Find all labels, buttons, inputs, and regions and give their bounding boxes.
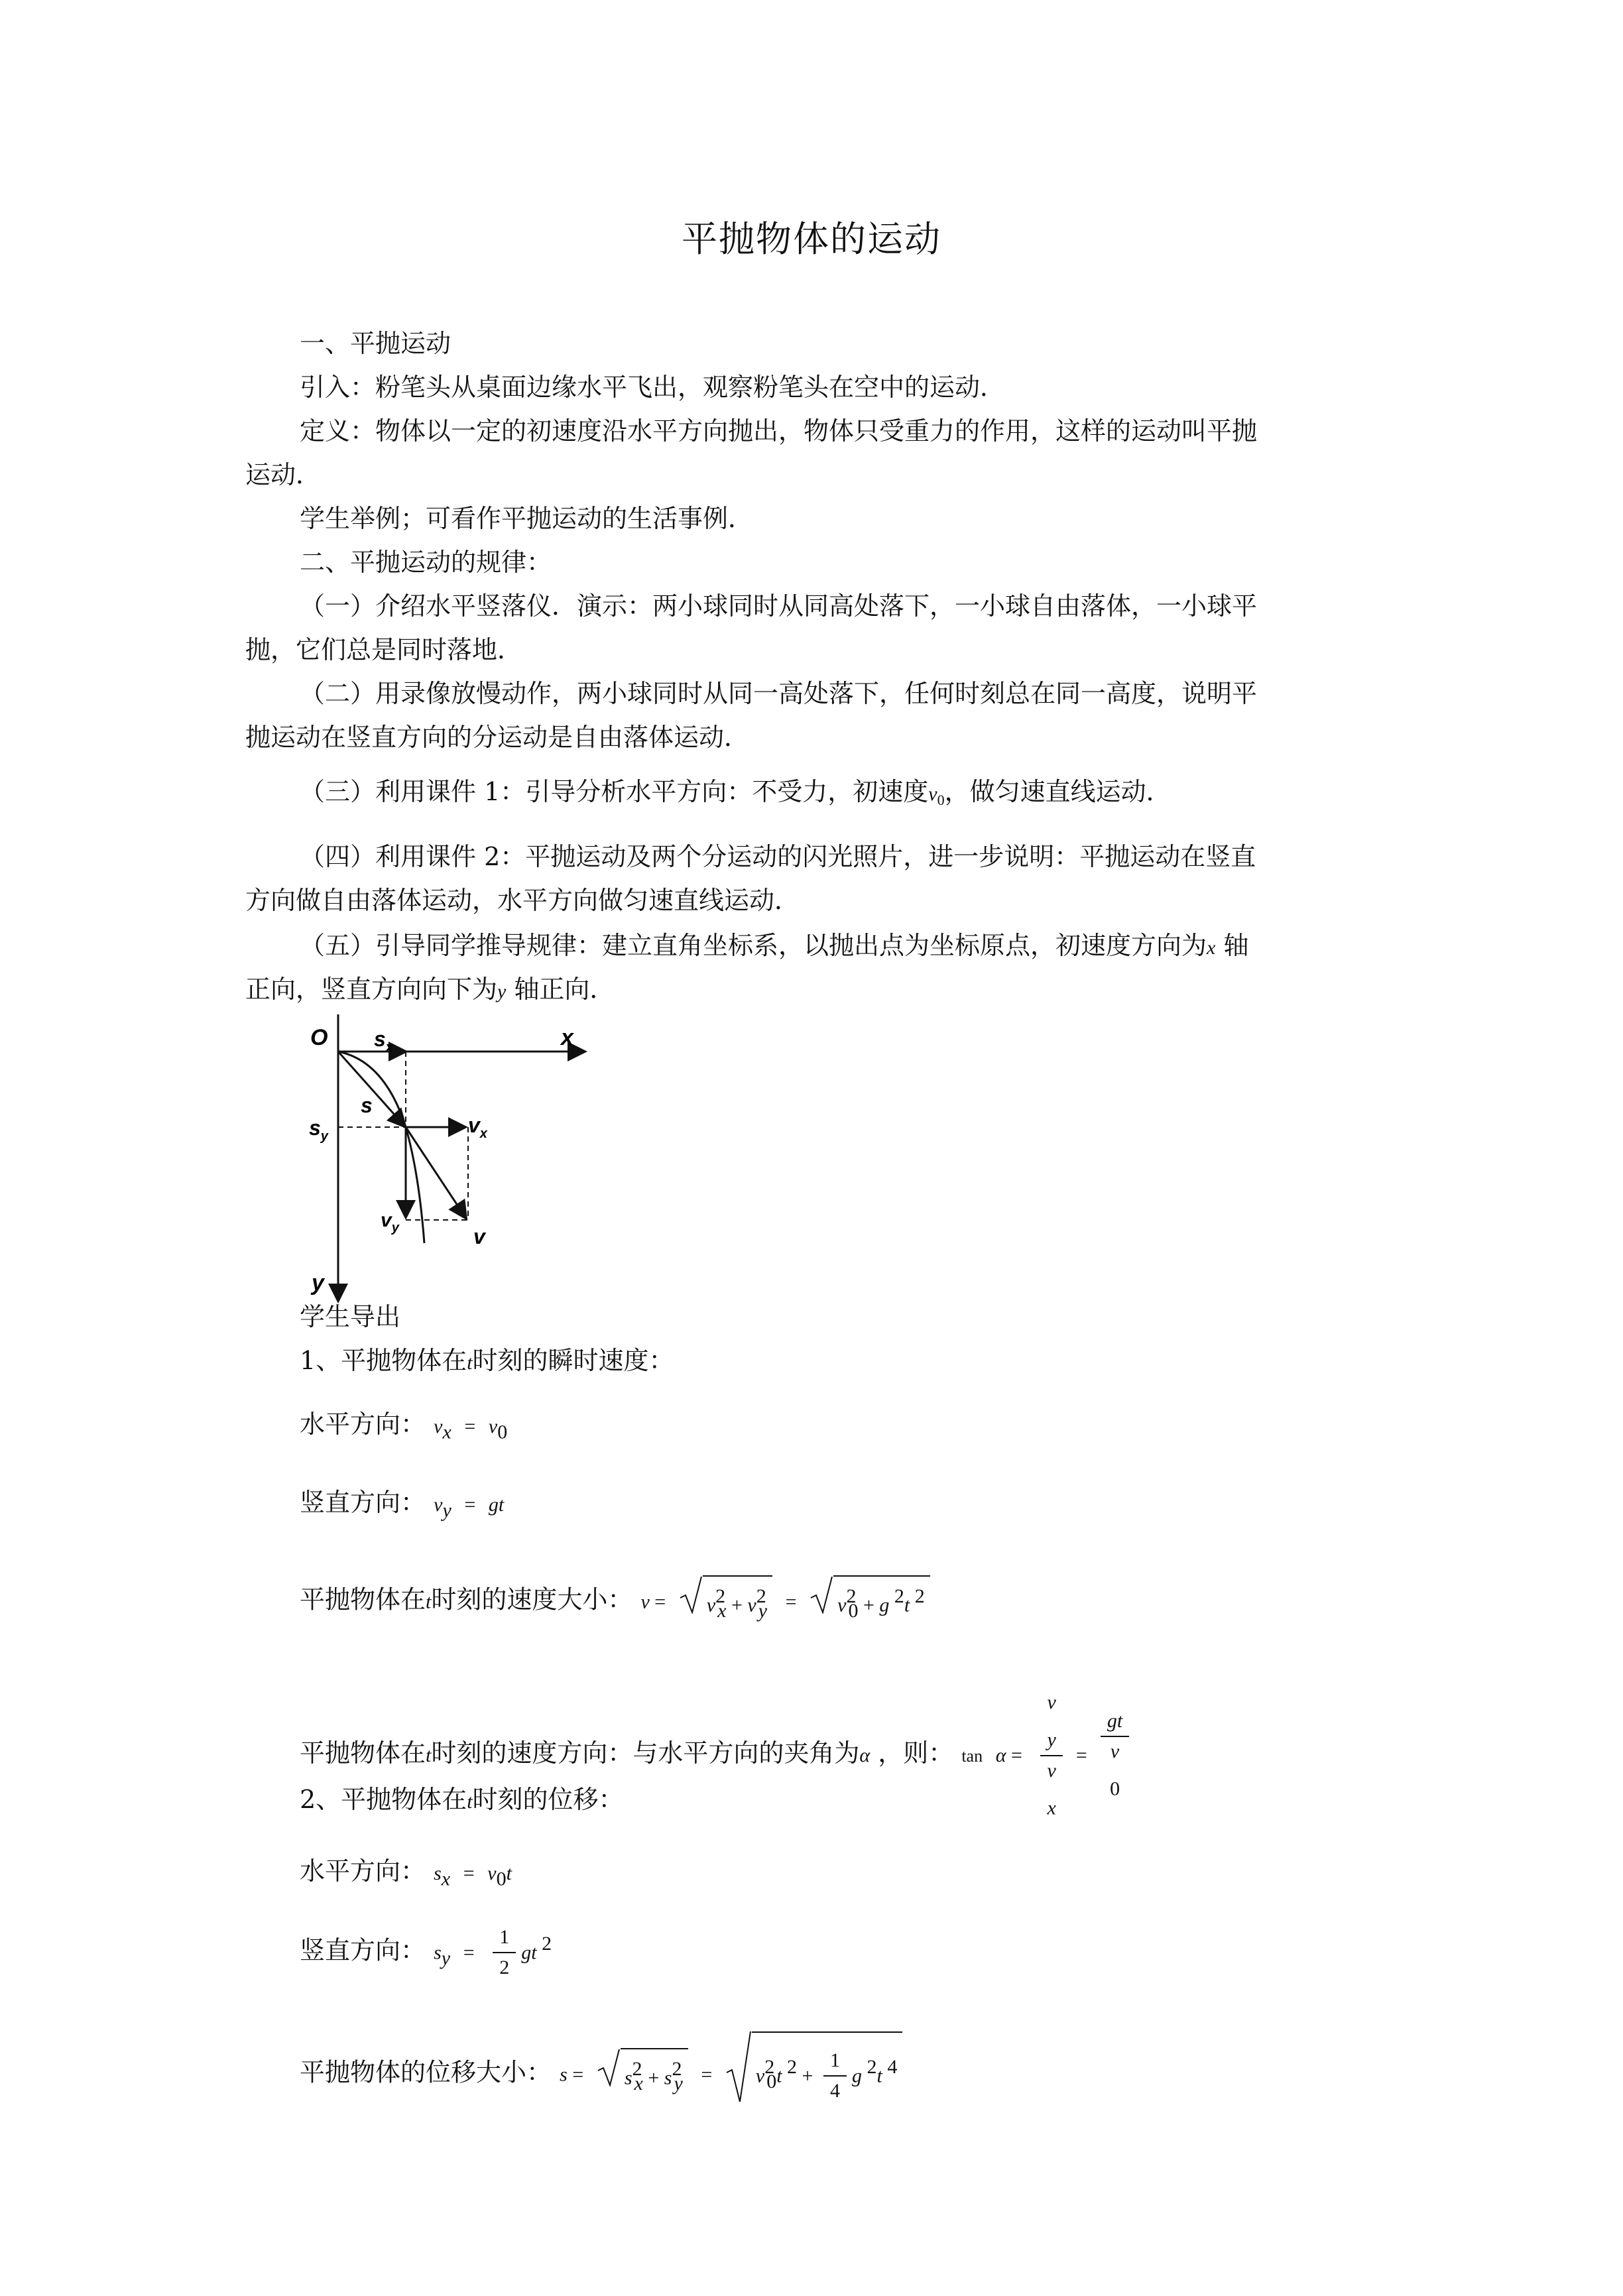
definition-line-1: 定义：物体以一定的初速度沿水平方向抛出，物体只受重力的作用，这样的运动叫平抛 — [300, 416, 1258, 446]
v-vector — [406, 1127, 465, 1217]
point-3-text: （三）利用课件 1：引导分析水平方向：不受力，初速度 — [300, 777, 929, 806]
v-label: v — [473, 1225, 485, 1248]
origin-label: O — [310, 1025, 328, 1050]
examples-paragraph: 学生举例；可看作平抛运动的生活事例． — [300, 504, 754, 533]
page-title: 平抛物体的运动 — [682, 218, 941, 260]
point-3-text-end: ，做匀速直线运动． — [944, 777, 1172, 806]
point-4-line-1: （四）利用课件 2：平抛运动及两个分运动的闪光照片，进一步说明：平抛运动在竖直 — [300, 842, 1256, 871]
v0-symbol: $v_0$ — [928, 783, 945, 808]
sqrt-v0t-gt: $v^2_0t$ $^2$ + $\frac{1}{4}$ g $^2$t $^4$ — [725, 2043, 902, 2106]
sqrt-vx-vy: $v^2_x + v^2_y$ — [679, 1575, 772, 1628]
speed-equation: 平抛物体在t时刻的速度大小： v = $v^2_x + v^2_y$ = $v^2_0 + g$ $^2$t $^2$ — [300, 1575, 930, 1628]
projectile-diagram — [298, 995, 603, 1313]
derive-heading: 学生导出 — [300, 1302, 401, 1331]
sy-equation: 竖直方向： $s_y$ = $\frac{1}{2}$ gt $^2$ — [300, 1923, 552, 1982]
intro-paragraph: 引入：粉笔头从桌面边缘水平飞出，观察粉笔头在空中的运动． — [300, 373, 1006, 402]
vy-label: $v_y$ — [381, 1209, 399, 1235]
x-label: x — [561, 1025, 573, 1050]
point-1-line-1: （一）介绍水平竖落仪．演示：两小球同时从同高处落下，一小球自由落体，一小球平 — [300, 591, 1258, 621]
point-2-line-2: 抛运动在竖直方向的分运动是自由落体运动． — [245, 723, 750, 752]
item-2-heading: 2、平抛物体在t时刻的位移： — [300, 1785, 624, 1814]
sqrt-sx-sy: $s^2_x + s^2_y$ — [597, 2048, 688, 2101]
vx-label: $v_x$ — [468, 1113, 487, 1141]
item-1-heading: 1、平抛物体在t时刻的瞬时速度： — [300, 1346, 674, 1375]
section-heading-1: 一、平抛运动 — [300, 329, 451, 358]
sx-equation: 水平方向： $s_x = v_0t$ — [300, 1856, 512, 1890]
point-1-line-2: 抛，它们总是同时落地． — [245, 635, 523, 664]
point-3-line — [300, 774, 1172, 817]
vy-equation: 竖直方向： $v_y$ = gt — [300, 1488, 505, 1522]
point-5-line-1: （五）引导同学推导规律：建立直角坐标系，以抛出点为坐标原点，初速度方向为x 轴 — [300, 931, 1249, 960]
vx-equation: 水平方向： $v_x = v_0$ — [300, 1410, 508, 1443]
section-heading-2: 二、平抛运动的规律： — [300, 548, 552, 577]
s-label: s — [361, 1093, 373, 1117]
point-4-line-2: 方向做自由落体运动，水平方向做匀速直线运动． — [245, 886, 800, 915]
y-label: y — [312, 1270, 324, 1296]
definition-line-2: 运动． — [245, 460, 322, 489]
displacement-equation: 平抛物体的位移大小： s = $s^2_x + s^2_y$ = $v^2_0t$ $^2$ + $\frac{1}{4}$ g $^2$t $^4$ — [300, 2043, 902, 2106]
direction-equation: 平抛物体在t时刻的速度方向：与水平方向的夹角为α ，则： tan α = v $_y$ v $_x$ = gt v $_0$ — [300, 1688, 1134, 1823]
sqrt-v0-gt: $v^2_0 + g$ $^2$t $^2$ — [810, 1575, 930, 1628]
sy-label: $s_y$ — [309, 1116, 328, 1144]
sx-label: $s_x$ — [374, 1027, 393, 1055]
point-5-line-2: 正向，竖直方向向下为y 轴正向． — [245, 975, 615, 1004]
point-2-line-1: （二）用录像放慢动作，两小球同时从同一高处落下，任何时刻总在同一高度，说明平 — [300, 679, 1258, 708]
